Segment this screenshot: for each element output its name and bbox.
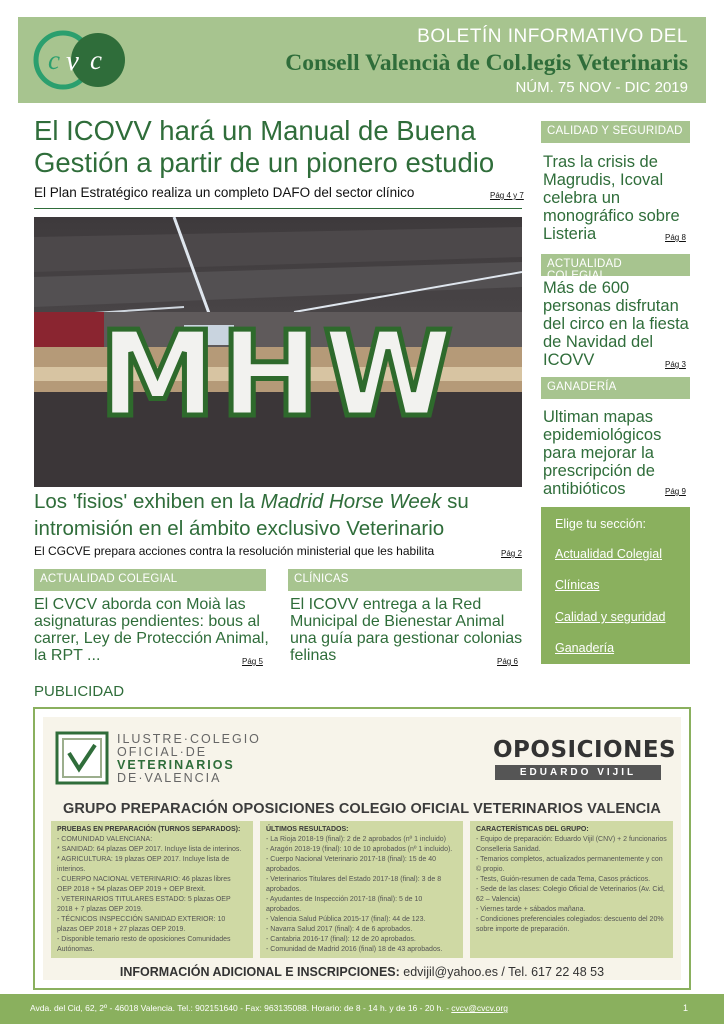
page-number: 1 [682, 1003, 688, 1013]
ad-box-item: - Aragón 2018-19 (final): 10 de 10 aprobados (nº 1 incluido). [266, 846, 453, 853]
ad-box-item: - Cantabria 2016-17 (final): 12 de 20 aprobados. [266, 936, 416, 943]
ad-box-item: - Tests, Guión-resumen de cada Tema, Casos prácticos. [476, 876, 651, 883]
ad-box-item: - Ayudantes de Inspección 2017-18 (final): 5 de 10 aprobados. [266, 896, 423, 913]
ad-panel [43, 717, 681, 980]
divider [34, 208, 522, 209]
main-headline[interactable] [34, 115, 524, 179]
colegio-logo-icon [55, 731, 109, 785]
ad-box-item: - La Rioja 2018-19 (final): 2 de 2 aprobados (nº 1 incluido) [266, 836, 446, 843]
oposiciones-subbrand: EDUARDO VIJIL [495, 765, 661, 780]
ad-box-resultados [260, 821, 463, 958]
issue-number: NÚM. 75 NOV - DIC 2019 [515, 79, 688, 96]
svg-text:c: c [90, 45, 102, 75]
madrid-horse-week-photo [34, 217, 522, 487]
ad-box-item: - Viernes tarde + sábados mañana. [476, 906, 586, 913]
ad-box-caracteristicas [470, 821, 673, 958]
ad-box-pruebas [51, 821, 253, 958]
ganaderia-page-ref-link[interactable]: Pág 9 [665, 487, 686, 496]
category-actualidad-colegial: ACTUALIDAD COLEGIAL [34, 569, 266, 591]
ad-box-item: - Comunidad de Madrid 2016 (final) 18 de 43 aprobados. [266, 946, 443, 953]
colegio-line2: OFICIAL·DE [117, 745, 208, 759]
colegial-page-ref-link[interactable]: Pág 5 [242, 657, 263, 666]
ad-box-item: - Condiciones preferenciales colegiados: descuento del 20% sobre importe de preparación. [476, 916, 664, 933]
category-ganaderia: GANADERÍA [541, 377, 690, 399]
ad-box-item: - Veterinarios Titulares del Estado 2017-18 (final): 3 de 8 aprobados. [266, 876, 442, 893]
colegio-line3: VETERINARIOS [117, 758, 235, 772]
bulletin-label: BOLETÍN INFORMATIVO DEL [417, 26, 688, 47]
ad-box-item: - Sede de las clases: Colegio Oficial de Veterinarios (Av. Cid, 62 – Valencia) [476, 886, 665, 903]
oposiciones-advertisement[interactable] [33, 707, 691, 990]
second-headline-pre: Los 'fisios' exhiben en la [34, 490, 261, 513]
ad-box-item: - Disponible temario resto de oposiciones Comunidades Autónomas. [57, 936, 231, 953]
clinicas-page-ref-link[interactable]: Pág 6 [497, 657, 518, 666]
category-clinicas: CLÍNICAS [288, 569, 522, 591]
mhw-sign: MHW [98, 305, 458, 443]
ad-box-item: * SANIDAD: 64 plazas OEP 2017. Incluye lista de interinos. [57, 846, 242, 853]
ad-box-title: PRUEBAS EN PREPARACIÓN (TURNOS SEPARADOS): [57, 826, 241, 833]
ad-contact-details[interactable]: edvijil@yahoo.es / Tel. 617 22 48 53 [399, 965, 605, 979]
second-headline[interactable] [34, 488, 526, 542]
main-subheadline: El Plan Estratégico realiza un completo DAFO del sector clínico [34, 185, 415, 200]
circo-page-ref-link[interactable]: Pág 3 [665, 360, 686, 369]
ad-box-title: ÚLTIMOS RESULTADOS: [266, 826, 349, 833]
ad-box-item: - COMUNIDAD VALENCIANA: [57, 836, 153, 843]
ad-box-item: - Navarra Salud 2017 (final): 4 de 6 aprobados. [266, 926, 413, 933]
main-headline-line1: El ICOVV hará un Manual de Buena [34, 115, 476, 146]
advertising-label: PUBLICIDAD [34, 683, 125, 700]
second-headline-em: Madrid Horse Week [260, 490, 442, 513]
footer-email-link[interactable]: cvcv@cvcv.org [451, 1003, 508, 1013]
ganaderia-headline[interactable]: Ultiman mapas epidemiológicos para mejorar la prescripción de antibióticos [543, 408, 662, 498]
section-link-clinicas[interactable]: Clínicas [555, 578, 600, 592]
ad-heading: GRUPO PREPARACIÓN OPOSICIONES COLEGIO OFICIAL VETERINARIOS VALENCIA [62, 801, 662, 817]
section-link-actualidad-colegial[interactable]: Actualidad Colegial [555, 547, 663, 561]
colegial-headline[interactable]: El CVCV aborda con Moià las asignaturas pendientes: bous al carrer, Ley de Protección Animal, la RPT ... [34, 596, 269, 664]
ad-box-item: - CUERPO NACIONAL VETERINARIO: 46 plazas libres OEP 2018 + 54 plazas OEP 2019 + OEP Brexit. [57, 876, 231, 893]
masthead [18, 17, 706, 103]
section-selector [541, 507, 690, 664]
ad-contact-label: INFORMACIÓN ADICIONAL E INSCRIPCIONES: [119, 965, 400, 979]
oposiciones-brand: OPOSICIONES [493, 737, 677, 763]
section-link-calidad-seguridad[interactable]: Calidad y seguridad [555, 610, 666, 624]
colegio-line4: DE·VALENCIA [117, 771, 222, 785]
ad-box-title: CARACTERÍSTICAS DEL GRUPO: [476, 826, 589, 833]
cvcv-logo [32, 29, 130, 91]
section-link-ganaderia[interactable]: Ganadería [555, 641, 615, 655]
main-page-ref-link[interactable]: Pág 4 y 7 [490, 191, 524, 200]
circo-headline[interactable]: Más de 600 personas disfrutan del circo en la fiesta de Navidad del ICOVV [543, 279, 689, 369]
category-actualidad-colegial-right: ACTUALIDAD COLEGIAL [541, 254, 690, 276]
section-selector-heading: Elige tu sección: [555, 517, 647, 531]
second-headline-post: su intromisión en el ámbito exclusivo Veterinario [34, 490, 469, 540]
footer [0, 994, 724, 1024]
second-subheadline: El CGCVE prepara acciones contra la resolución ministerial que les habilita [34, 544, 435, 558]
svg-text:v: v [66, 45, 79, 77]
footer-address: Avda. del Cid, 62, 2º - 46018 Valencia. Tel.: 902151640 - Fax: 963135088. Horario: de 8 - 14 h. y de 16 - 20 h. - [30, 1003, 452, 1013]
calidad-headline[interactable]: Tras la crisis de Magrudis, Icoval celebra un monográfico sobre Listeria [543, 153, 680, 243]
ad-box-item: - Equipo de preparación: Eduardo Vijil (CNV) + 2 funcionarios Conselleria Sanidad. [476, 836, 667, 853]
ad-box-item: - TÉCNICOS INSPECCIÓN SANIDAD EXTERIOR: 10 plazas OEP 2018 + 27 plazas OEP 2019. [57, 916, 226, 933]
clinicas-headline[interactable]: El ICOVV entrega a la Red Municipal de Bienestar Animal una guía para gestionar colonias felinas [290, 596, 523, 664]
ad-contact-info [43, 965, 681, 979]
ad-box-item: - Temarios completos, actualizados permanentemente y con © propio. [476, 856, 663, 873]
category-calidad-seguridad: CALIDAD Y SEGURIDAD [541, 121, 690, 143]
organization-name: Consell Valencià de Col.legis Veterinaris [285, 50, 688, 76]
main-headline-line2: Gestión a partir de un pionero estudio [34, 147, 495, 178]
calidad-page-ref-link[interactable]: Pág 8 [665, 233, 686, 242]
svg-text:c: c [48, 45, 60, 75]
ad-box-item: * AGRICULTURA: 19 plazas OEP 2017. Incluye lista de interinos. [57, 856, 230, 873]
colegio-line1: ILUSTRE·COLEGIO [117, 732, 261, 746]
ad-box-item: - Cuerpo Nacional Veterinario 2017-18 (final): 15 de 40 aprobados. [266, 856, 437, 873]
ad-box-item: - Valencia Salud Pública 2015-17 (final): 44 de 123. [266, 916, 426, 923]
colegio-name [117, 733, 261, 785]
photo-illustration [34, 217, 522, 487]
ad-box-item: - VETERINARIOS TITULARES ESTADO: 5 plazas OEP 2018 + 7 plazas OEP 2019. [57, 896, 231, 913]
second-page-ref-link[interactable]: Pág 2 [501, 549, 522, 558]
